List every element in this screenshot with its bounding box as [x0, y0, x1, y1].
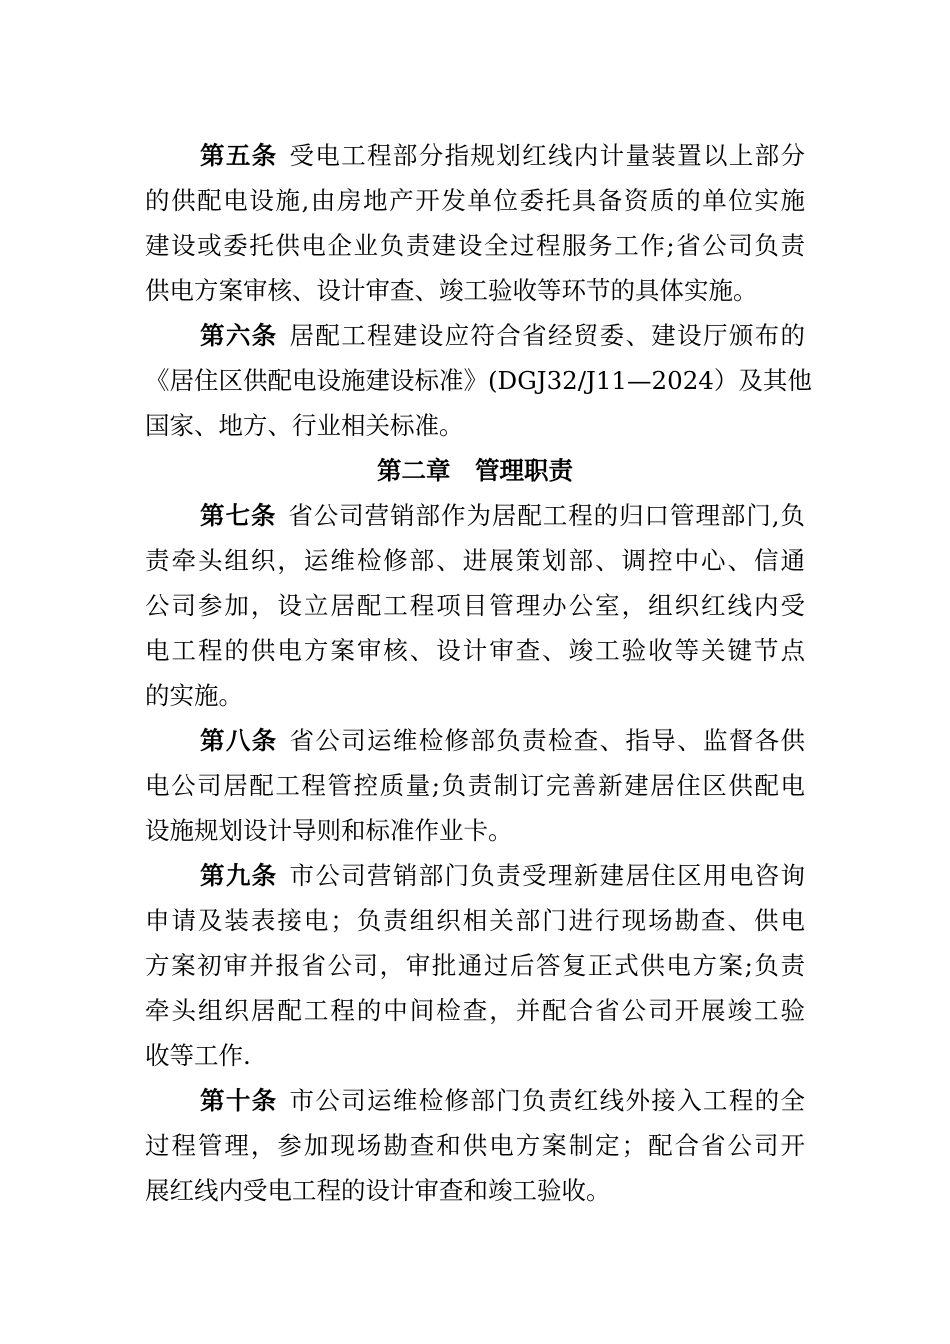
article-line — [145, 718, 805, 763]
article-9 — [145, 853, 805, 1078]
article-label: 第六条 — [200, 321, 278, 350]
article-5 — [145, 133, 805, 313]
article-line: 的实施。 — [145, 681, 243, 710]
article-line — [145, 1078, 805, 1123]
chapter-heading: 第二章 管理职责 — [377, 456, 573, 485]
article-line — [145, 493, 805, 538]
article-text: 居配工程建设应符合省经贸委、建设厅颁布的 — [289, 321, 806, 350]
article-text: 省公司运维检修部负责检查、指导、监督各供 — [289, 726, 806, 755]
article-line: 责牵头组织，运维检修部、进展策划部、调控中心、信通 — [145, 546, 805, 575]
article-label: 第八条 — [200, 726, 278, 755]
article-text: 市公司运维检修部门负责红线外接入工程的全 — [289, 1086, 806, 1115]
article-text: 受电工程部分指规划红线内计量装置以上部分 — [289, 141, 806, 170]
article-line: 过程管理，参加现场勘查和供电方案制定；配合省公司开 — [145, 1131, 805, 1160]
article-line: 国家、地方、行业相关标准。 — [145, 411, 464, 440]
article-line: 申请及装表接电；负责组织相关部门进行现场勘查、供电 — [145, 906, 805, 935]
article-line — [145, 853, 805, 898]
article-line: 《居住区供配电设施建设标准》(DGJ32/J11—2024）及其他 — [145, 366, 812, 395]
article-line: 电公司居配工程管控质量;负责制订完善新建居住区供配电 — [145, 771, 805, 800]
article-line — [145, 313, 805, 358]
article-label: 第十条 — [200, 1086, 278, 1115]
article-line: 收等工作. — [145, 1041, 251, 1070]
article-line: 展红线内受电工程的设计审查和竣工验收。 — [145, 1176, 611, 1205]
article-10 — [145, 1078, 805, 1213]
document-page — [145, 133, 812, 1213]
article-text: 市公司营销部门负责受理新建居住区用电咨询 — [289, 861, 806, 890]
article-6 — [145, 313, 812, 448]
article-line — [145, 133, 805, 178]
article-line: 建设或委托供电企业负责建设全过程服务工作;省公司负责 — [145, 231, 805, 260]
article-label: 第九条 — [200, 861, 278, 890]
article-line: 牵头组织居配工程的中间检查，并配合省公司开展竣工验 — [145, 996, 805, 1025]
article-7 — [145, 493, 805, 718]
article-8 — [145, 718, 805, 853]
article-line: 电工程的供电方案审核、设计审查、竣工验收等关键节点 — [145, 636, 805, 665]
article-line: 公司参加，设立居配工程项目管理办公室，组织红线内受 — [145, 591, 805, 620]
article-line: 供电方案审核、设计审查、竣工验收等环节的具体实施。 — [145, 276, 758, 305]
article-line: 设施规划设计导则和标准作业卡。 — [145, 816, 513, 845]
article-label: 第七条 — [200, 501, 277, 530]
article-label: 第五条 — [200, 141, 278, 170]
article-line: 的供配电设施,由房地产开发单位委托具备资质的单位实施 — [145, 186, 805, 215]
article-line: 方案初审并报省公司，审批通过后答复正式供电方案;负责 — [145, 951, 805, 980]
article-text: 省公司营销部作为居配工程的归口管理部门,负 — [288, 501, 806, 530]
